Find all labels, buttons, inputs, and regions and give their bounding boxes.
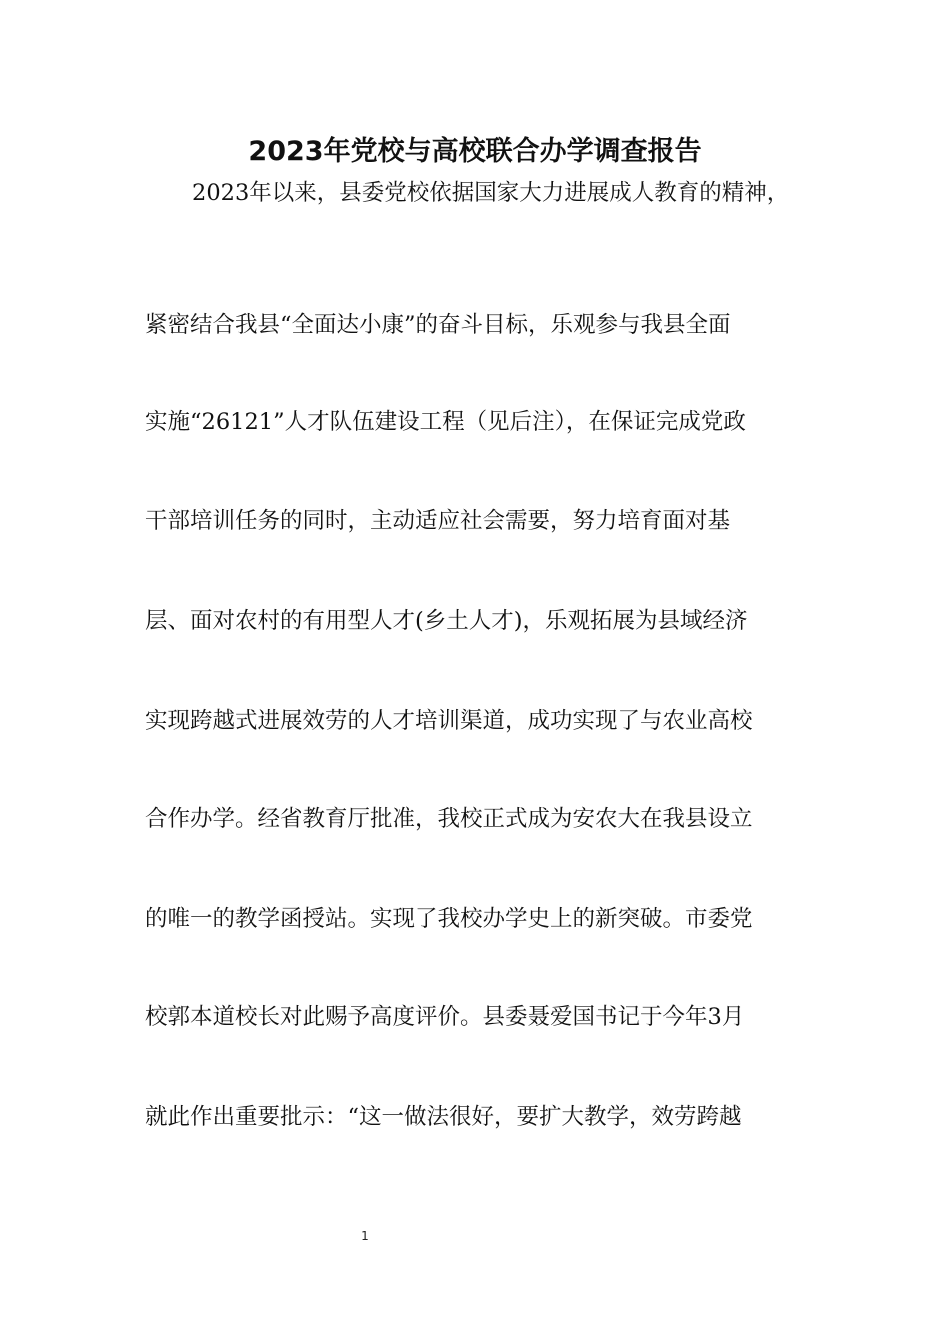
body-text-line: 2023年以来，县委党校依据国家大力进展成人教育的精神， xyxy=(192,180,790,206)
page-number: 1 xyxy=(361,1229,369,1243)
body-text-line: 干部培训任务的同时，主动适应社会需要，努力培育面对基 xyxy=(145,508,731,534)
body-text-line: 校郭本道校长对此赐予高度评价。县委聂爱国书记于今年3月 xyxy=(145,1004,745,1030)
body-text-line: 就此作出重要批示：“这一做法很好，要扩大教学，效劳跨越 xyxy=(145,1104,742,1130)
body-text-line: 实施“26121”人才队伍建设工程（见后注），在保证完成党政 xyxy=(145,409,746,435)
page-title: 2023年党校与高校联合办学调查报告 xyxy=(248,136,702,167)
body-text-line: 层、面对农村的有用型人才(乡土人才)，乐观拓展为县域经济 xyxy=(145,608,748,634)
body-text-line: 紧密结合我县“全面达小康”的奋斗目标，乐观参与我县全面 xyxy=(145,312,731,338)
body-text-line: 的唯一的教学函授站。实现了我校办学史上的新突破。市委党 xyxy=(145,906,753,932)
body-text-line: 实现跨越式进展效劳的人才培训渠道，成功实现了与农业高校 xyxy=(145,708,753,734)
body-text-line: 合作办学。经省教育厅批准，我校正式成为安农大在我县设立 xyxy=(145,806,753,832)
